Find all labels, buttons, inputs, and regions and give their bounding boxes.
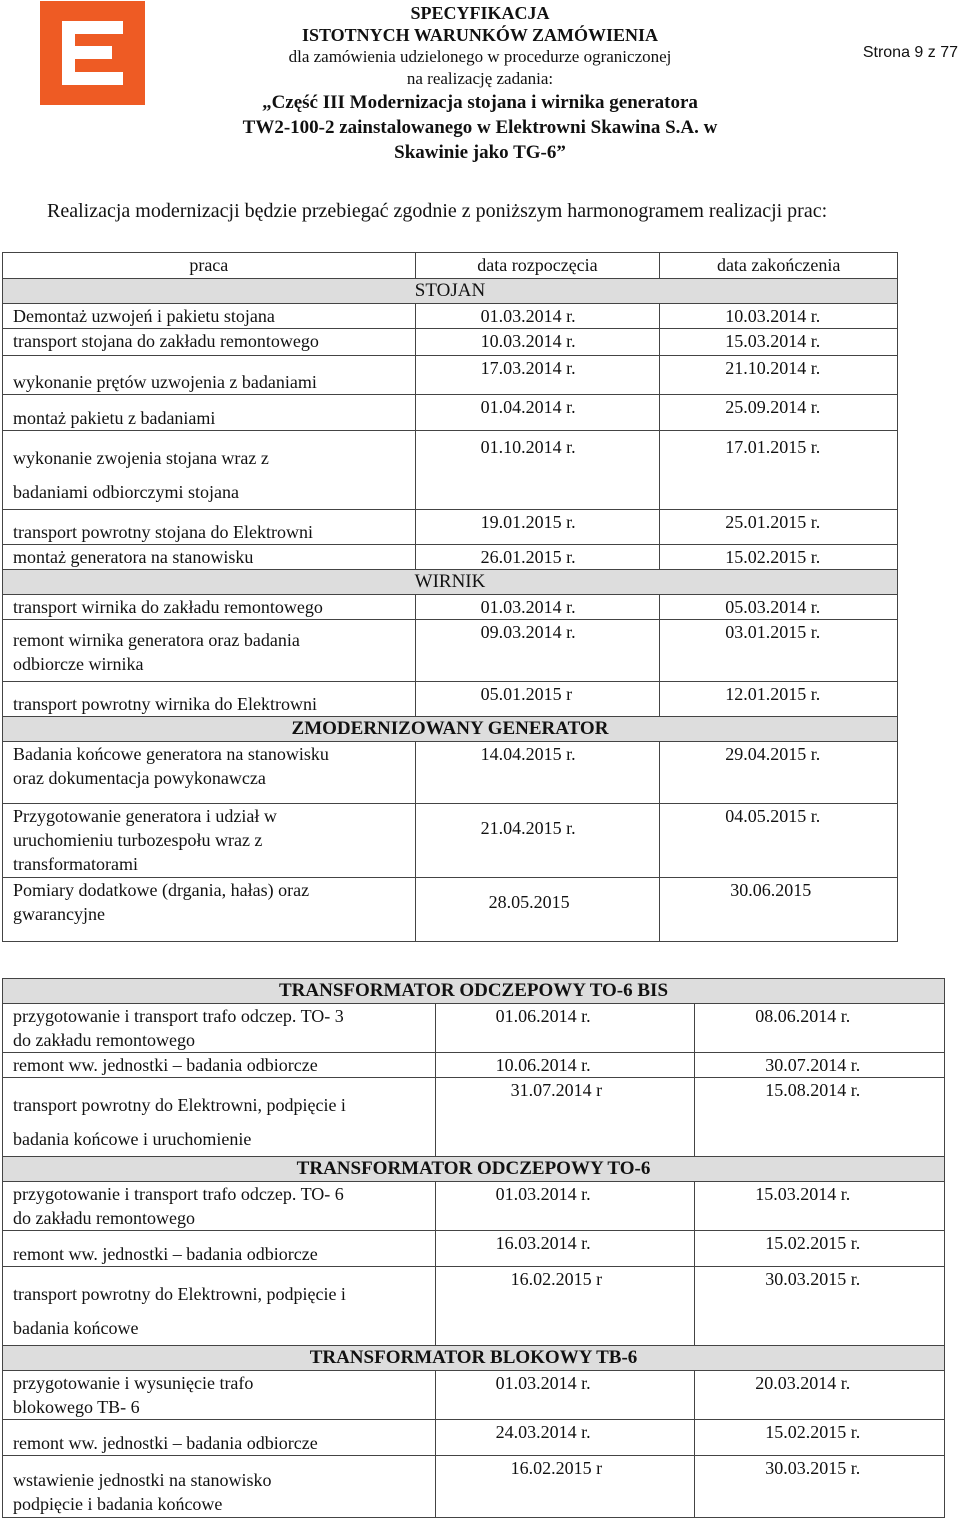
end-cell: 15.02.2015 r.	[695, 1420, 945, 1456]
table-row	[3, 545, 898, 570]
end-cell: 29.04.2015 r.	[660, 742, 898, 804]
task-line: do zakładu remontowego	[13, 1030, 195, 1050]
end-cell: 15.08.2014 r.	[695, 1078, 945, 1157]
start-cell: 10.03.2014 r.	[415, 329, 660, 356]
header-line1: SPECYFIKACJA	[410, 3, 550, 23]
header-title2: TW2-100-2 zainstalowanego w Elektrowni Skawina S.A. w	[242, 117, 718, 138]
end-cell: 30.07.2014 r.	[695, 1053, 945, 1078]
task-cell: montaż pakietu z badaniami	[3, 395, 416, 431]
table-row	[3, 510, 898, 545]
task-cell: transport stojana do zakładu remontowego	[3, 329, 416, 356]
start-cell: 01.03.2014 r.	[415, 304, 660, 329]
table-row	[3, 329, 898, 356]
start-cell: 01.03.2014 r.	[415, 595, 660, 620]
table-row	[3, 1004, 945, 1053]
start-cell: 26.01.2015 r.	[415, 545, 660, 570]
task-cell: remont ww. jednostki – badania odbiorcze	[3, 1231, 436, 1267]
table-row	[3, 682, 898, 717]
table-row	[3, 620, 898, 682]
table-header-row	[3, 253, 898, 279]
end-cell: 10.03.2014 r.	[660, 304, 898, 329]
task-line: uruchomieniu turbozespołu wraz z	[13, 830, 263, 850]
document-header	[230, 2, 730, 165]
page-number: Strona 9 z 77	[862, 44, 958, 61]
table-row	[3, 1456, 945, 1518]
start-cell: 31.07.2014 r	[435, 1078, 695, 1157]
end-cell: 25.01.2015 r.	[660, 510, 898, 545]
task-line: badania końcowe i uruchomienie	[13, 1129, 252, 1149]
task-line: oraz dokumentacja powykonawcza	[13, 768, 266, 788]
end-cell: 03.01.2015 r.	[660, 620, 898, 682]
start-cell: 21.04.2015 r.	[415, 804, 660, 878]
intro-text: Realizacja modernizacji będzie przebiegać zgodnie z poniższym harmonogramem realizacji prac:	[47, 200, 828, 222]
col-header-start: data rozpoczęcia	[415, 253, 660, 279]
table-row	[3, 1231, 945, 1267]
task-line: Przygotowanie generatora i udział w	[13, 806, 277, 826]
company-logo	[40, 1, 145, 105]
task-line: przygotowanie i transport trafo odczep. TO- 3	[13, 1006, 344, 1026]
header-title3: Skawinie jako TG-6”	[394, 142, 566, 163]
schedule-table-transformers	[2, 978, 945, 1518]
start-cell: 16.02.2015 r	[435, 1267, 695, 1346]
section-wirnik: WIRNIK	[3, 570, 898, 595]
start-cell: 14.04.2015 r.	[415, 742, 660, 804]
end-cell: 04.05.2015 r.	[660, 804, 898, 878]
task-cell: transport wirnika do zakładu remontowego	[3, 595, 416, 620]
start-cell: 09.03.2014 r.	[415, 620, 660, 682]
section-to6: TRANSFORMATOR ODCZEPOWY TO-6	[3, 1157, 945, 1182]
start-cell: 16.03.2014 r.	[435, 1231, 695, 1267]
task-line: wykonanie zwojenia stojana wraz z	[13, 448, 269, 468]
task-line: podpięcie i badania końcowe	[13, 1494, 223, 1514]
table-row	[3, 395, 898, 431]
start-cell: 01.03.2014 r.	[435, 1182, 695, 1231]
header-line3: dla zamówienia udzielonego w procedurze ograniczonej	[288, 47, 672, 66]
task-cell: remont ww. jednostki – badania odbiorcze	[3, 1420, 436, 1456]
task-line: Pomiary dodatkowe (drgania, hałas) oraz	[13, 880, 310, 900]
end-cell: 12.01.2015 r.	[660, 682, 898, 717]
task-cell: transport powrotny wirnika do Elektrowni	[3, 682, 416, 717]
task-line: odbiorcze wirnika	[13, 654, 144, 674]
table-row	[3, 1371, 945, 1420]
end-cell: 15.02.2015 r.	[695, 1231, 945, 1267]
schedule-table-generator	[2, 252, 898, 942]
header-title1: „Część III Modernizacja stojana i wirnika generatora	[262, 92, 698, 113]
col-header-work: praca	[3, 253, 416, 279]
table-row	[3, 1078, 945, 1157]
task-line: wstawienie jednostki na stanowisko	[13, 1470, 272, 1490]
table-row	[3, 595, 898, 620]
end-cell: 08.06.2014 r.	[695, 1004, 945, 1053]
end-cell: 15.03.2014 r.	[695, 1182, 945, 1231]
task-line: przygotowanie i wysunięcie trafo	[13, 1373, 254, 1393]
table-row	[3, 356, 898, 395]
header-line2: ISTOTNYCH WARUNKÓW ZAMÓWIENIA	[301, 25, 659, 45]
col-header-end: data zakończenia	[660, 253, 898, 279]
task-cell: remont ww. jednostki – badania odbiorcze	[3, 1053, 436, 1078]
end-cell: 20.03.2014 r.	[695, 1371, 945, 1420]
end-cell: 17.01.2015 r.	[660, 431, 898, 510]
header-line4: na realizację zadania:	[406, 69, 554, 88]
table-row	[3, 304, 898, 329]
start-cell: 01.10.2014 r.	[415, 431, 660, 510]
end-cell: 05.03.2014 r.	[660, 595, 898, 620]
section-to6-bis: TRANSFORMATOR ODCZEPOWY TO-6 BIS	[3, 979, 945, 1004]
start-cell: 16.02.2015 r	[435, 1456, 695, 1518]
start-cell: 01.06.2014 r.	[435, 1004, 695, 1053]
task-line: badania końcowe	[13, 1318, 139, 1338]
table-row	[3, 1053, 945, 1078]
end-cell: 21.10.2014 r.	[660, 356, 898, 395]
task-line: transformatorami	[13, 854, 138, 874]
table-row	[3, 431, 898, 510]
task-line: badaniami odbiorczymi stojana	[13, 482, 239, 502]
table-row	[3, 742, 898, 804]
task-line: Badania końcowe generatora na stanowisku	[13, 744, 329, 764]
table-row	[3, 804, 898, 878]
task-line: blokowego TB- 6	[13, 1397, 140, 1417]
task-cell: wykonanie prętów uzwojenia z badaniami	[3, 356, 416, 395]
start-cell: 24.03.2014 r.	[435, 1420, 695, 1456]
table-row	[3, 878, 898, 942]
task-cell: transport powrotny stojana do Elektrowni	[3, 510, 416, 545]
table-row	[3, 1420, 945, 1456]
start-cell: 05.01.2015 r	[415, 682, 660, 717]
end-cell: 30.06.2015	[660, 878, 898, 942]
end-cell: 25.09.2014 r.	[660, 395, 898, 431]
start-cell: 17.03.2014 r.	[415, 356, 660, 395]
task-line: transport powrotny do Elektrowni, podpięcie i	[13, 1284, 346, 1304]
section-generator: ZMODERNIZOWANY GENERATOR	[3, 717, 898, 742]
start-cell: 01.03.2014 r.	[435, 1371, 695, 1420]
end-cell: 15.02.2015 r.	[660, 545, 898, 570]
end-cell: 30.03.2015 r.	[695, 1456, 945, 1518]
task-line: transport powrotny do Elektrowni, podpięcie i	[13, 1095, 346, 1115]
task-line: remont wirnika generatora oraz badania	[13, 630, 300, 650]
task-cell: montaż generatora na stanowisku	[3, 545, 416, 570]
end-cell: 15.03.2014 r.	[660, 329, 898, 356]
table-row	[3, 1182, 945, 1231]
section-stojan: STOJAN	[3, 279, 898, 304]
start-cell: 19.01.2015 r.	[415, 510, 660, 545]
start-cell: 10.06.2014 r.	[435, 1053, 695, 1078]
table-row	[3, 1267, 945, 1346]
task-line: do zakładu remontowego	[13, 1208, 195, 1228]
start-cell: 28.05.2015	[415, 878, 660, 942]
end-cell: 30.03.2015 r.	[695, 1267, 945, 1346]
task-line: przygotowanie i transport trafo odczep. TO- 6	[13, 1184, 344, 1204]
task-line: gwarancyjne	[13, 904, 105, 924]
start-cell: 01.04.2014 r.	[415, 395, 660, 431]
section-tb6: TRANSFORMATOR BLOKOWY TB-6	[3, 1346, 945, 1371]
task-cell: Demontaż uzwojeń i pakietu stojana	[3, 304, 416, 329]
